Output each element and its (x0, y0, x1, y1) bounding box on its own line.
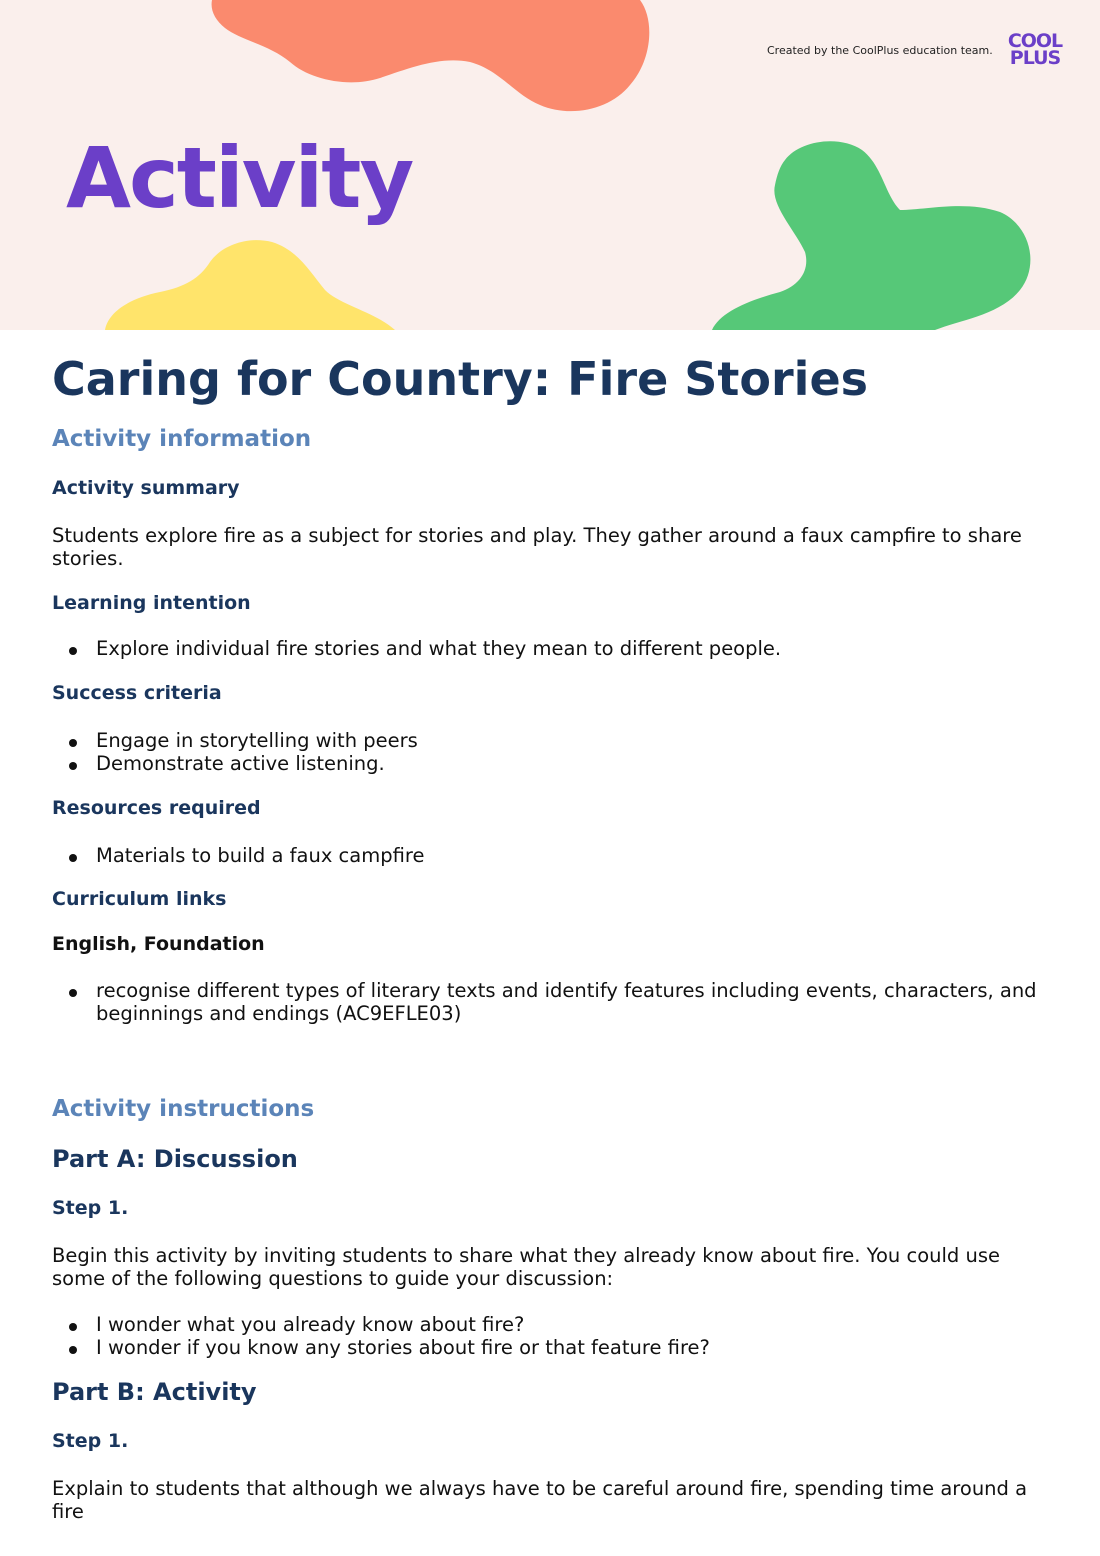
activity-information-heading: Activity information (52, 426, 312, 452)
part-b-text: Explain to students that although we always have to be careful around fire, spending time around a fire (52, 1477, 1028, 1523)
curriculum-links-heading: Curriculum links (52, 888, 227, 910)
list-item: recognise different types of literary texts and identify features including events, characters, and beginnings and endings (AC9EFLE03) (52, 979, 1052, 1025)
learning-intention-list (52, 637, 1052, 660)
coolplus-logo (1004, 30, 1066, 69)
curriculum-subject: English, Foundation (52, 933, 265, 955)
logo-line-2: PLUS (1009, 47, 1061, 69)
list-item: Materials to build a faux campfire (52, 844, 1052, 867)
success-criteria-heading: Success criteria (52, 682, 222, 704)
list-item: Explore individual fire stories and what they mean to different people. (52, 637, 1052, 660)
resources-list (52, 844, 1052, 867)
activity-instructions-heading: Activity instructions (52, 1096, 315, 1122)
part-a-text: Begin this activity by inviting students to share what they already know about fire. You could use some of the following questions to guide your discussion: (52, 1244, 1001, 1290)
part-b-step-label: Step 1. (52, 1430, 129, 1452)
header-banner (0, 0, 1100, 330)
credit-text: Created by the CoolPlus education team. (767, 44, 993, 57)
part-a-heading: Part A: Discussion (52, 1145, 298, 1173)
part-a-step-label: Step 1. (52, 1197, 129, 1219)
part-b-heading: Part B: Activity (52, 1378, 257, 1406)
banner-title: Activity (66, 129, 413, 227)
activity-summary-heading: Activity summary (52, 477, 240, 499)
document-title: Caring for Country: Fire Stories (52, 352, 869, 406)
logo-line-1: COOL (1007, 30, 1063, 52)
coral-blob (212, 0, 650, 111)
list-item: Demonstrate active listening. (52, 752, 1052, 775)
resources-required-heading: Resources required (52, 797, 261, 819)
list-item: Engage in storytelling with peers (52, 729, 1052, 752)
green-blob (712, 141, 1030, 330)
learning-intention-heading: Learning intention (52, 592, 251, 614)
list-item: I wonder if you know any stories about fire or that feature fire? (52, 1336, 1052, 1359)
yellow-blob (105, 240, 395, 330)
activity-summary-text: Students explore fire as a subject for stories and play. They gather around a faux campfire to share stories. (52, 524, 1022, 570)
list-item: I wonder what you already know about fire? (52, 1313, 1052, 1336)
success-criteria-list (52, 729, 1052, 775)
part-a-question-list (52, 1313, 1052, 1359)
curriculum-list (52, 979, 1052, 1025)
